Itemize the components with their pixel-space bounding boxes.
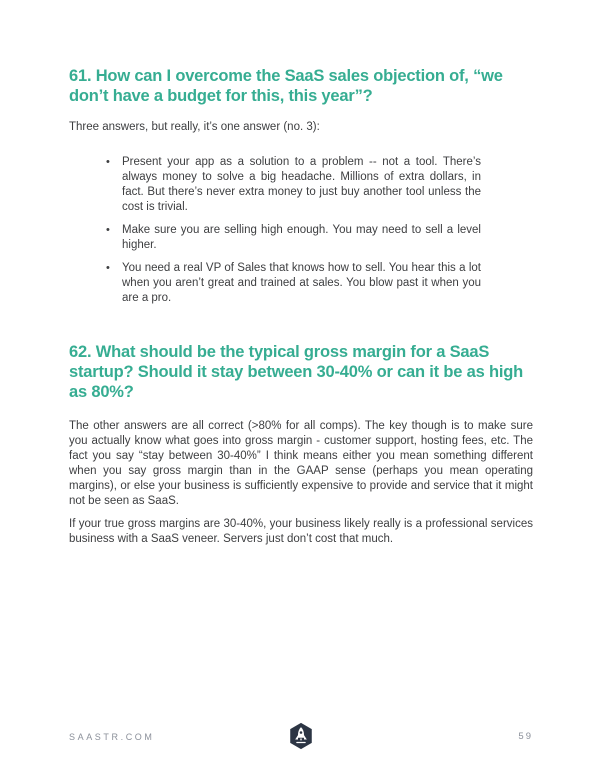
question-62-paragraph: If your true gross margins are 30-40%, your business likely really is a professional services business with a SaaS veneer. Servers just don’t cost that much. (69, 518, 533, 545)
question-61-intro: Three answers, but really, it’s one answer (no. 3): (69, 121, 320, 133)
answer-list (105, 155, 481, 306)
list-item: • Make sure you are selling high enough. You may need to sell a level higher. (105, 223, 481, 253)
page-number: 59 (518, 730, 533, 742)
page-content (69, 66, 533, 547)
question-62-heading: 62. What should be the typical gross margin for a SaaS startup? Should it stay between 30-40% or can it be as high as 80%? (69, 343, 523, 401)
question-62-paragraph: The other answers are all correct (>80% for all comps). The key though is to make sure you actually know what goes into gross margin - customer support, hosting fees, etc. The fact you say “stay between 30-40%” I think means either you mean something different when you say gross margin than in the GAAP sense (perhaps you mean operating margins), or else your business is sufficiently expensive to provide and service that it might not be seen as SaaS. (69, 420, 533, 507)
question-61-heading: 61. How can I overcome the SaaS sales objection of, “we don’t have a budget for this, this year”? (69, 67, 503, 105)
list-item: • Present your app as a solution to a problem -- not a tool. There’s always money to solve a big headache. Millions of extra dollars, in fact. But there’s never extra money to just buy another tool unless the cost is trivial. (105, 155, 481, 215)
site-label: SAASTR.COM (69, 732, 155, 742)
list-item: • You need a real VP of Sales that knows how to sell. You hear this a lot when you aren’t great and trained at sales. You blow past it when you are a pro. (105, 261, 481, 306)
saastr-logo-icon (288, 722, 314, 750)
page-footer (69, 722, 533, 750)
